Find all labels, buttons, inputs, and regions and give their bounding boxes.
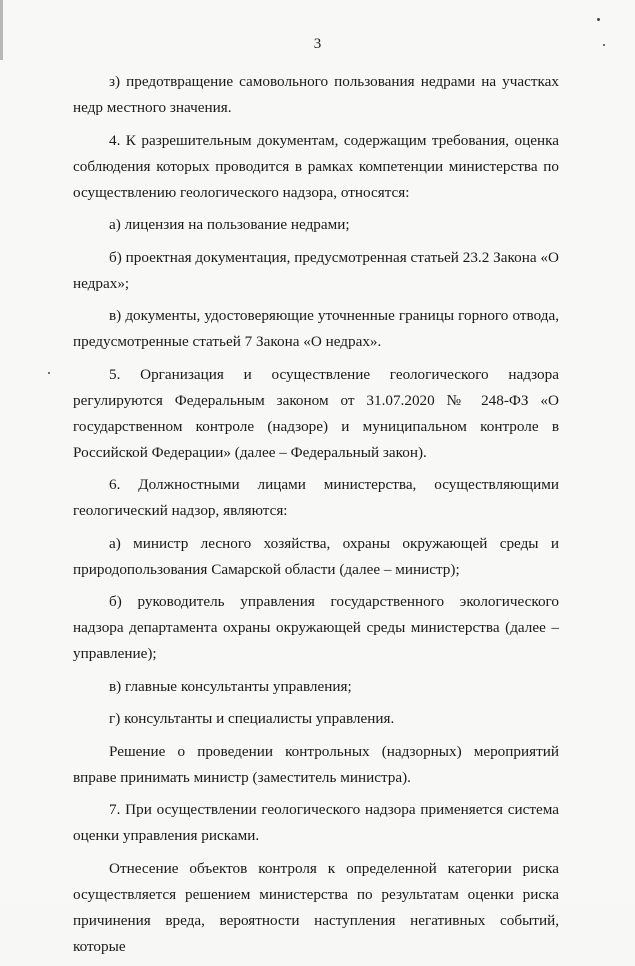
paragraph-4: 4. К разрешительным документам, содержащим требования, оценка соблюдения которых проводится в рамках компетенции министерства по осуществлению геологического надзора, относятся: <box>73 131 559 201</box>
paragraph-item-a: а) лицензия на пользование недрами; <box>109 216 350 233</box>
paragraph-6-item-v: в) главные консультанты управления; <box>109 677 352 695</box>
paragraph-6-item-a: а) министр лесного хозяйства, охраны окружающей среды и природопользования Самарской области (далее – министр); <box>73 534 559 578</box>
scan-speck <box>48 372 50 374</box>
paragraph-decision: Решение о проведении контрольных (надзорных) мероприятий вправе принимать министр (заместитель министра). <box>73 742 559 786</box>
paragraph-item-b: б) проектная документация, предусмотренная статьей 23.2 Закона «О недрах»; <box>73 248 559 292</box>
paragraph-6: 6. Должностными лицами министерства, осуществляющими геологический надзор, являются: <box>73 476 559 519</box>
paragraph-item-v: в) документы, удостоверяющие уточненные границы горного отвода, предусмотренные статьей 7 Закона «О недрах». <box>73 307 559 350</box>
paragraph-item-z: з) предотвращение самовольного пользования недрами на участках недр местного значения. <box>73 73 559 116</box>
paragraph-7: 7. При осуществлении геологического надзора применяется система оценки управления рисками. <box>73 801 559 844</box>
page-number: 3 <box>313 36 322 52</box>
paragraph-5: 5. Организация и осуществление геологического надзора регулируются Федеральным законом от 31.07.2020 № 248-ФЗ «О государственном контроле (надзоре) и муниципальном контроле в Российской Федерации» (далее – Федеральный закон). <box>73 365 559 461</box>
document-body <box>73 69 559 966</box>
paragraph-6-item-b: б) руководитель управления государственного экологического надзора департамента охраны окружающей среды министерства (далее – управление); <box>73 593 559 662</box>
scan-speck <box>597 18 600 21</box>
paragraph-6-item-g: г) консультанты и специалисты управления. <box>109 710 395 727</box>
paragraph-risk-category: Отнесение объектов контроля к определенной категории риска осуществляется решением министерства по результатам оценки риска причинения вреда, вероятности наступления негативных событий, которые <box>73 859 559 955</box>
